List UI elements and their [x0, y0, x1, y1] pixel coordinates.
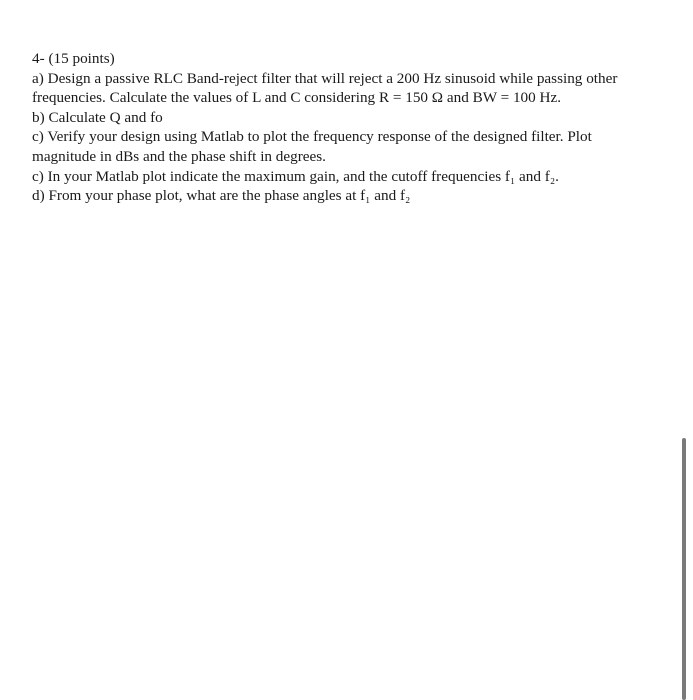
part-d-line: d) From your phase plot, what are the phase angles at f₁ and f₂: [32, 187, 411, 205]
part-c2-line: c) In your Matlab plot indicate the maximum gain, and the cutoff frequencies f₁ and f₂.: [32, 167, 559, 185]
part-a-line-1: a) Design a passive RLC Band-reject filter that will reject a 200 Hz sinusoid while passing other: [32, 69, 618, 87]
part-b-line: b) Calculate Q and fo: [32, 108, 163, 126]
problem-header: 4- (15 points): [32, 50, 115, 67]
part-c-line-2: magnitude in dBs and the phase shift in degrees.: [32, 147, 326, 165]
scrollbar-thumb[interactable]: [682, 438, 686, 700]
part-a-line-2: frequencies. Calculate the values of L and C considering R = 150 Ω and BW = 100 Hz.: [32, 89, 562, 107]
vertical-scrollbar[interactable]: [682, 438, 687, 700]
problem-text: [32, 49, 687, 206]
part-c-line-1: c) Verify your design using Matlab to plot the frequency response of the designed filter. Plot: [32, 128, 592, 146]
